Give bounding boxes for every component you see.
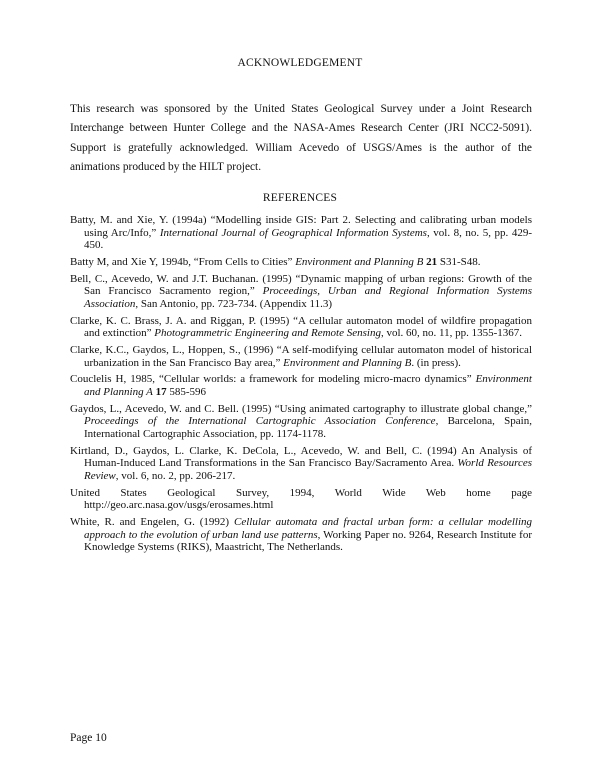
reference-item: Clarke, K. C. Brass, J. A. and Riggan, P. (1995) “A cellular automaton model of wildfire propagation and extinction” Photogrammetric Engineering and Remote Sensing, vol. 60, no. 11, pp. 1355-1367. — [70, 314, 532, 340]
reference-list — [70, 214, 532, 558]
page-number: Page 10 — [70, 732, 107, 744]
reference-item: White, R. and Engelen, G. (1992) Cellular automata and fractal urban form: a cellular modelling approach to the evolution of urban land use patterns, Working Paper no. 9264, Research Institute for Knowledge Systems (RIKS), Maastricht, The Netherlands. — [70, 516, 533, 554]
reference-item: Gaydos, L., Acevedo, W. and C. Bell. (1995) “Using animated cartography to illustrate global change,” Proceedings of the International Cartographic Association Conference, Barcelona, Spain, International Cartographic Association, pp. 1174-1178. — [70, 402, 532, 441]
reference-item: United States Geological Survey, 1994, World Wide Web home page http://geo.arc.nasa.gov/usgs/erosames.html — [70, 486, 532, 512]
reference-item: Couclelis H, 1985, “Cellular worlds: a framework for modeling micro-macro dynamics” Environment and Planning A 17 585-596 — [70, 373, 532, 399]
reference-item: Clarke, K.C., Gaydos, L., Hoppen, S., (1996) “A self-modifying cellular automaton model of historical urbanization in the San Francisco Bay area,” Environment and Planning B. (in press). — [70, 344, 532, 369]
reference-item: Bell, C., Acevedo, W. and J.T. Buchanan. (1995) “Dynamic mapping of urban regions: Growth of the San Francisco Sacramento region,” Proceedings, Urban and Regional Information Systems Association, San Antonio, pp. 723-734. (Appendix 11.3) — [70, 272, 532, 310]
references-heading: REFERENCES — [262, 192, 338, 204]
acknowledgement-body: This research was sponsored by the United States Geological Survey under a Joint Research Interchange between Hunter College and the NASA-Ames Research Center (JRI NCC2-5091). Support is gratefully acknowledged. William Acevedo of USGS/Ames is the author of the animations produced by the HILT project. — [70, 103, 532, 174]
acknowledgement-heading: ACKNOWLEDGEMENT — [237, 57, 363, 69]
reference-item: Batty M, and Xie Y, 1994b, “From Cells to Cities” Environment and Planning B 21 S31-S48. — [70, 255, 481, 268]
reference-item: Batty, M. and Xie, Y. (1994a) “Modelling inside GIS: Part 2. Selecting and calibrating urban models using Arc/Info,” International Journal of Geographical Information Systems, vol. 8, no. 5, pp. 429-450. — [70, 214, 533, 252]
reference-item: Kirtland, D., Gaydos, L. Clarke, K. DeCola, L., Acevedo, W. and Bell, C. (1994) An Analysis of Human-Induced Land Transformations in the San Francisco Bay/Sacramento Area. World Resources Review, vol. 6, no. 2, pp. 206-217. — [70, 444, 532, 482]
